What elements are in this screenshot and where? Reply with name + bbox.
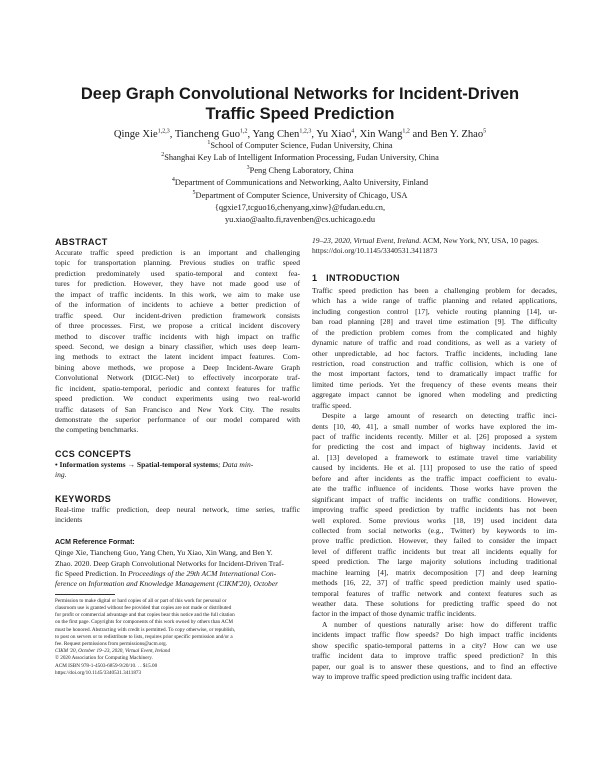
- author-affiliation-marker: 4: [351, 128, 355, 135]
- abstract-line: speed. Second, we design a binary classifier, which uses deep learn-: [55, 341, 300, 351]
- intro-line: pact of traffic incidents recently. Miller et al. [26] proposed a system: [312, 432, 557, 441]
- intro-paragraph-1: [312, 286, 557, 411]
- abstract-heading: ABSTRACT: [55, 237, 108, 247]
- intro-line: including congestion control [17], vehicle routing planning [14], ur-: [312, 306, 557, 316]
- intro-line: ate the traffic influence of incidents. Those works have proven the: [312, 484, 557, 494]
- acm-reference-line: https://doi.org/10.1145/3340531.3411873: [312, 246, 438, 256]
- intro-line: ban road planning [28] and travel time estimation [9]. The difficulty: [312, 317, 557, 327]
- author-affiliation-marker: 1,2,3: [299, 128, 312, 135]
- author-affiliation-marker: 5: [483, 128, 487, 135]
- abstract-line: Accurate traffic speed prediction is an important and challenging: [55, 248, 300, 257]
- intro-line: weather data. These solutions for predicting traffic speed do not: [312, 599, 557, 608]
- abstract-line: of three processes. First, we propose a critical incident discovery: [55, 321, 300, 331]
- intro-line: methods [16, 22, 37] of traffic speed prediction mainly used spatio-: [312, 578, 557, 588]
- ccs-heading: CCS CONCEPTS: [55, 448, 132, 459]
- intro-line: of the prediction problem comes from the complicated and highly: [312, 327, 557, 337]
- author-name: Xin Wang: [359, 129, 403, 140]
- intro-line: significant impact of traffic incidents on traffic conditions. However,: [312, 494, 557, 504]
- acm-reference-line: Zhao. 2020. Deep Graph Convolutional Networks for Incident-Driven Traf-: [55, 558, 284, 568]
- intro-line: incidents impact traffic flow speeds? Do high impact traffic incidents: [312, 630, 557, 640]
- author-affiliation-marker: 1,2: [402, 128, 410, 135]
- acm-reference-line: ference on Information and Knowledge Management (CIKM'20), October: [55, 579, 279, 589]
- author-affiliation-marker: 1,2,3: [157, 128, 170, 135]
- intro-paragraph-3: [312, 620, 557, 683]
- affiliation-line: {qgxie17,tcguo16,chenyang,xinw}@fudan.edu.cn,: [214, 203, 386, 213]
- abstract-line: prediction predominately used spatio-temporal and context fea-: [55, 268, 300, 278]
- author-name: Tiancheng Guo: [174, 129, 241, 140]
- abstract-line: of the information of incidents to achieve a better prediction of: [55, 300, 300, 310]
- acm-reference-body: [55, 548, 300, 590]
- intro-line: traffic incident data to improve traffic speed prediction? In this: [312, 651, 557, 661]
- author-name: Ben Y. Zhao: [430, 129, 484, 140]
- abstract-line: traffic datasets of San Francisco and New York City. The results: [55, 404, 300, 414]
- abstract-line: ing methods to extract the latent incident impact features. Com-: [55, 352, 300, 362]
- affiliation-line: $^1$School of Computer Science, Fudan University, China: [207, 140, 393, 150]
- intro-line: aggregate impact cannot be ignored when modeling and predicting: [312, 390, 557, 400]
- footnote-rule: [55, 594, 115, 595]
- keywords-line: Real-time traffic prediction, deep neural network, time series, traffic: [55, 504, 300, 514]
- intro-line: which has a wide range of traffic planning and related applications,: [312, 296, 557, 306]
- abstract-body: [55, 248, 300, 436]
- intro-line: factor in the impact of those dynamic traffic incidents.: [312, 609, 476, 619]
- permission-line: for profit or commercial advantage and that copies bear this notice and the full citation: [55, 612, 235, 619]
- abstract-line: the competing benchmarks.: [55, 425, 139, 435]
- ccs-concept-line-2: ing.: [55, 470, 67, 480]
- keywords-heading: KEYWORDS: [55, 493, 112, 504]
- permission-line: to post on servers or to redistribute to lists, requires prior specific permission and/or a: [55, 633, 233, 640]
- intro-line: al. [13] developed a framework to estimate travel time variability: [312, 452, 557, 462]
- left-column: [55, 236, 300, 677]
- intro-line: A number of questions naturally arise: how do different traffic: [322, 619, 557, 629]
- title-line-2: Traffic Speed Prediction: [205, 105, 395, 123]
- author-affiliation-marker: 1,2: [240, 128, 248, 135]
- intro-line: other unpredictable, ad hoc factors. Traffic incidents, including lane: [312, 348, 557, 358]
- permission-notice: [55, 598, 300, 677]
- right-column: [312, 236, 557, 683]
- intro-line: paper, our goal is to answer these questions, and to find an effective: [312, 661, 557, 671]
- intro-line: restriction, road construction and traffic collision, which is one of: [312, 358, 557, 368]
- intro-line: the most important factors, tend to dramatically impact traffic for: [312, 369, 557, 379]
- affiliation-line: $^2$Shanghai Key Lab of Intelligent Information Processing, Fudan University, China: [161, 152, 439, 163]
- keywords-line: incidents: [55, 515, 83, 525]
- introduction-heading: 1 INTRODUCTION: [312, 272, 400, 283]
- abstract-line: speed prediction. We conduct experiments using two real-world: [55, 394, 300, 404]
- intro-line: Despite a large amount of research on detecting traffic inci-: [322, 411, 557, 421]
- permission-line: must be honored. Abstracting with credit is permitted. To copy otherwise, or republish,: [55, 626, 236, 633]
- keywords-body: [55, 505, 300, 526]
- intro-line: caused by incidents. He et al. [11] proposed to use the ratio of speed: [312, 463, 557, 473]
- affiliation-list: [40, 140, 560, 227]
- intro-line: improving traffic speed prediction by traffic incidents has not been: [312, 505, 557, 515]
- intro-line: way to improve traffic speed prediction using traffic incident data.: [312, 672, 513, 682]
- intro-line: dynamic nature of traffic and road conditions, as well as a variety of: [312, 338, 557, 348]
- paper-title: [40, 84, 560, 124]
- acm-reference-continued: [312, 236, 557, 257]
- intro-line: machine learning [4], matrix decomposition [7] and deep learning: [312, 567, 557, 577]
- abstract-line: method to discover traffic incidents with high impact on traffic: [55, 331, 300, 341]
- affiliation-line: $^5$Department of Computer Science, University of Chicago, USA: [192, 189, 408, 200]
- intro-line: temporal features of traffic network and context features such as: [312, 588, 557, 598]
- intro-line: for predicting the cost and impact of highway incidents. Javid et: [312, 442, 557, 452]
- permission-line: CIKM '20, October 19–23, 2020, Virtual Event, Ireland: [55, 648, 171, 655]
- intro-line: level of different traffic incidents but treat all incidents equally for: [312, 546, 557, 556]
- author-name: Yu Xiao: [316, 129, 352, 140]
- intro-line: limited time periods. Yet the frequency of these events means their: [312, 379, 557, 389]
- author-list: Qinge Xie$^{1,2,3}$, Tiancheng Guo$^{1,2}$, Yang Chen$^{1,2,3}$, Yu Xiao$^4$, Xin Wang$^{1,2}$ and Ben Y. Zhao$^5$: [113, 128, 487, 140]
- abstract-line: bining above methods, we propose a Deep Incident-Aware Graph: [55, 362, 300, 372]
- affiliation-line: yu.xiao@aalto.fi,ravenben@cs.uchicago.edu: [224, 215, 376, 225]
- acm-reference-line: Qinge Xie, Tiancheng Guo, Yang Chen, Yu Xiao, Xin Wang, and Ben Y.: [55, 548, 273, 558]
- ccs-concept-line: • Information systems → Spatial-temporal systems; Data min-: [55, 459, 254, 469]
- permission-line: Permission to make digital or hard copies of all or part of this work for personal or: [55, 597, 227, 604]
- acm-reference-line: 19–23, 2020, Virtual Event, Ireland. ACM, New York, NY, USA, 10 pages.: [312, 236, 539, 245]
- affiliation-line: $^4$Department of Communications and Networking, Aalto University, Finland: [171, 177, 429, 188]
- permission-line: fee. Request permissions from permissions@acm.org.: [55, 640, 168, 647]
- intro-paragraph-2: [312, 411, 557, 620]
- intro-line: dents [10, 40, 41], a small number of works have explored the im-: [312, 421, 557, 431]
- intro-line: traffic speed.: [312, 400, 352, 410]
- intro-line: well explored. Some previous works [18, 19] used incident data: [312, 515, 557, 525]
- affiliation-line: $^3$Peng Cheng Laboratory, China: [246, 165, 354, 175]
- intro-line: speed prediction. The large majority solutions including traditional: [312, 557, 557, 567]
- acm-reference-line: fic Speed Prediction. In Proceedings of the 29th ACM International Con-: [55, 568, 277, 578]
- abstract-line: Convolutional Network (DIGC-Net) to effectively incorporate traf-: [55, 373, 300, 383]
- intro-line: before and after incidents as the traffic impact coefficient to evalu-: [312, 473, 557, 483]
- permission-line: © 2020 Association for Computing Machinery.: [55, 655, 153, 662]
- intro-line: prove traffic prediction. However, they failed to consider the impact: [312, 536, 557, 546]
- abstract-line: tures for prediction. However, they have not made good use of: [55, 279, 300, 289]
- abstract-line: demonstrate the superior performance of our model compared with: [55, 415, 300, 424]
- acm-reference-label: ACM Reference Format:: [55, 538, 135, 546]
- abstract-line: the impact of traffic incidents. In this work, we aim to make use: [55, 289, 300, 299]
- intro-line: Traffic speed prediction has been a challenging problem for decades,: [312, 285, 557, 295]
- abstract-line: topic for transportation planning. Previous studies on traffic speed: [55, 258, 300, 268]
- permission-line: classroom use is granted without fee provided that copies are not made or distributed: [55, 605, 232, 611]
- abstract-line: fic incident, spatio-temporal, periodic and context features for traffic: [55, 383, 300, 393]
- author-name: Qinge Xie: [113, 129, 158, 140]
- permission-line: ACM ISBN 978-1-4503-6859-9/20/10. . . $15.00: [55, 662, 158, 669]
- intro-line: show specific spatio-temporal patterns in a city? How can we use: [312, 640, 557, 650]
- title-line-1: Deep Graph Convolutional Networks for Incident-Driven: [80, 85, 520, 103]
- permission-line: https://doi.org/10.1145/3340531.3411873: [55, 669, 142, 676]
- abstract-line: traffic speed. Our incident-driven prediction framework consists: [55, 310, 300, 320]
- intro-line: collected from social networks (e.g., Twitter) by keywords to im-: [312, 525, 557, 535]
- author-name: Yang Chen: [252, 129, 300, 140]
- permission-line: on the first page. Copyrights for components of this work owned by others than ACM: [55, 619, 233, 626]
